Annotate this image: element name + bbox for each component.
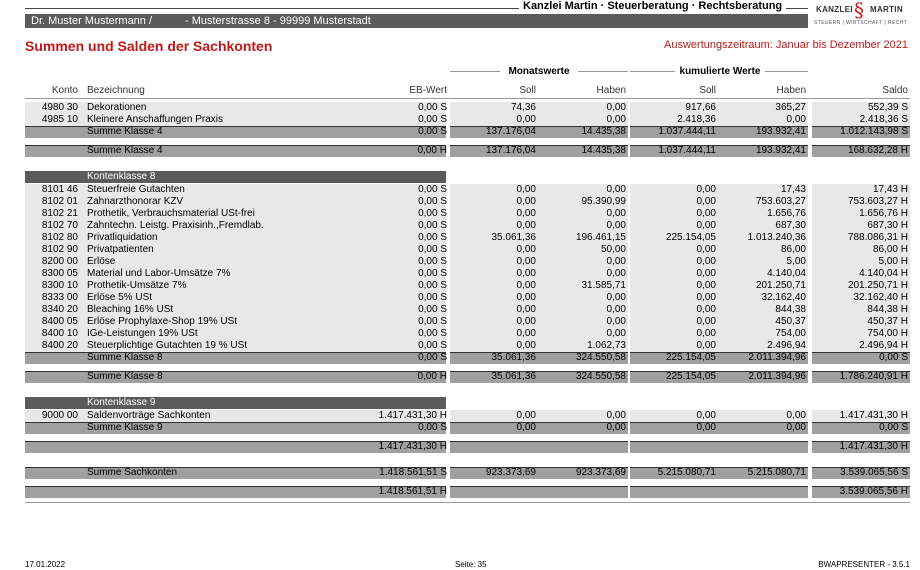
page-title: Summen und Salden der Sachkonten <box>25 38 273 54</box>
cell-soll-cumulative: 0,00 <box>696 340 716 351</box>
cell-haben-cumulative: 0,00 <box>786 422 806 433</box>
cell-soll-monthly: 0,00 <box>516 184 536 195</box>
cell-haben-monthly: 0,00 <box>606 114 626 125</box>
cell-eb-wert: 1.417.431,30 H <box>378 441 447 452</box>
group-cumulative: kumulierte Werte <box>675 66 765 77</box>
row-background <box>450 486 628 498</box>
cell-saldo: 1.656,76 H <box>859 208 908 219</box>
cell-bezeichnung: Saldenvorträge Sachkonten <box>87 410 211 421</box>
cell-bezeichnung: Steuerplichtige Gutachten 19 % USt <box>87 340 248 351</box>
cell-saldo: 1.417.431,30 H <box>839 410 908 421</box>
cell-haben-monthly: 0,00 <box>606 184 626 195</box>
col-eb-wert: EB-Wert <box>409 85 447 96</box>
cell-soll-monthly: 0,00 <box>516 422 536 433</box>
cell-haben-cumulative: 1.013.240,36 <box>747 232 806 243</box>
cell-soll-monthly: 74,36 <box>510 102 536 113</box>
cell-saldo: 788.086,31 H <box>847 232 908 243</box>
cell-soll-monthly: 0,00 <box>516 304 536 315</box>
cell-soll-monthly: 0,00 <box>516 280 536 291</box>
cell-saldo: 86,00 H <box>872 244 908 255</box>
cell-bezeichnung: Summe Sachkonten <box>87 467 178 478</box>
cell-konto: 8300 10 <box>41 280 78 291</box>
cell-bezeichnung: Summe Klasse 4 <box>87 126 163 137</box>
cell-soll-cumulative: 5.215.080,71 <box>657 467 716 478</box>
class-header-label: Kontenklasse 8 <box>25 171 446 183</box>
cell-soll-monthly: 0,00 <box>516 316 536 327</box>
cell-soll-monthly: 0,00 <box>516 256 536 267</box>
client-name: Dr. Muster Mustermann / <box>31 15 153 27</box>
cell-soll-cumulative: 0,00 <box>696 208 716 219</box>
cell-eb-wert: 0,00 S <box>418 184 447 195</box>
cell-saldo: 552,39 S <box>867 102 908 113</box>
cell-saldo: 17,43 H <box>872 184 908 195</box>
client-address: - Musterstrasse 8 - 99999 Musterstadt <box>185 15 371 27</box>
cell-soll-cumulative: 225.154,05 <box>665 232 716 243</box>
header-divider <box>25 98 910 99</box>
cell-haben-cumulative: 365,27 <box>775 102 806 113</box>
cell-saldo: 2.418,36 S <box>859 114 908 125</box>
cell-haben-cumulative: 193.932,41 <box>755 126 806 137</box>
col-bezeichnung: Bezeichnung <box>87 85 145 96</box>
cell-eb-wert: 1.418.561,51 H <box>378 486 447 497</box>
cell-eb-wert: 1.418.561,51 S <box>379 467 447 478</box>
cell-soll-cumulative: 0,00 <box>696 410 716 421</box>
footer-date: 17.01.2022 <box>25 560 66 569</box>
cell-haben-cumulative: 753.603,27 <box>755 196 806 207</box>
cell-haben-monthly: 14.435,38 <box>581 126 626 137</box>
cell-saldo: 5,00 H <box>878 256 908 267</box>
cell-bezeichnung: Summe Klasse 4 <box>87 145 163 156</box>
cell-haben-cumulative: 754,00 <box>775 328 806 339</box>
cell-saldo: 844,38 H <box>867 304 908 315</box>
period-label: Auswertungszeitraum: Januar bis Dezember 2021 <box>664 39 908 51</box>
cell-haben-monthly: 0,00 <box>606 422 626 433</box>
col-haben-monthly: Haben <box>596 85 626 96</box>
cell-bezeichnung: Erlöse 5% USt <box>87 292 153 303</box>
cell-soll-cumulative: 225.154,05 <box>665 352 716 363</box>
col-haben-cumulative: Haben <box>776 85 806 96</box>
cell-konto: 8400 10 <box>41 328 78 339</box>
cell-bezeichnung: Privatliquidation <box>87 232 158 243</box>
cell-saldo: 687,30 H <box>867 220 908 231</box>
cell-saldo: 4.140,04 H <box>859 268 908 279</box>
cell-saldo: 1.786.240,91 H <box>839 371 908 382</box>
cell-soll-monthly: 0,00 <box>516 268 536 279</box>
cell-soll-monthly: 35.061,36 <box>491 352 536 363</box>
cell-saldo: 201.250,71 H <box>847 280 908 291</box>
cell-eb-wert: 0,00 H <box>417 145 447 156</box>
logo-word-right: MARTIN <box>870 5 903 14</box>
cell-konto: 4980 30 <box>41 102 78 113</box>
cell-haben-cumulative: 5,00 <box>786 256 806 267</box>
cell-eb-wert: 0,00 S <box>418 328 447 339</box>
cell-eb-wert: 0,00 S <box>418 422 447 433</box>
cell-soll-monthly: 35.061,36 <box>491 371 536 382</box>
cell-soll-cumulative: 0,00 <box>696 422 716 433</box>
row-background <box>450 441 628 453</box>
cell-soll-cumulative: 917,66 <box>685 102 716 113</box>
cell-soll-cumulative: 0,00 <box>696 328 716 339</box>
cell-bezeichnung: Summe Klasse 8 <box>87 371 163 382</box>
cell-haben-cumulative: 844,38 <box>775 304 806 315</box>
cell-haben-monthly: 95.390,99 <box>581 196 626 207</box>
cell-soll-cumulative: 0,00 <box>696 316 716 327</box>
cell-soll-monthly: 0,00 <box>516 196 536 207</box>
cell-saldo: 1.012.143,98 S <box>840 126 908 137</box>
col-soll-monthly: Soll <box>519 85 536 96</box>
cell-saldo: 450,37 H <box>867 316 908 327</box>
cell-eb-wert: 0,00 S <box>418 196 447 207</box>
cell-haben-cumulative: 4.140,04 <box>767 268 806 279</box>
cell-haben-monthly: 0,00 <box>606 328 626 339</box>
cell-eb-wert: 0,00 S <box>418 292 447 303</box>
cell-saldo: 0,00 S <box>879 422 908 433</box>
cell-haben-cumulative: 2.011.394,96 <box>748 352 806 363</box>
cell-eb-wert: 0,00 S <box>418 268 447 279</box>
firm-logo <box>812 2 912 30</box>
cell-haben-monthly: 324.550,58 <box>575 352 626 363</box>
table-bottom-rule <box>25 502 910 503</box>
row-background <box>630 441 808 453</box>
cell-eb-wert: 0,00 H <box>417 371 447 382</box>
class-header-label: Kontenklasse 9 <box>25 397 446 409</box>
cell-konto: 8300 05 <box>41 268 78 279</box>
cell-eb-wert: 0,00 S <box>418 126 447 137</box>
cell-eb-wert: 0,00 S <box>418 220 447 231</box>
cell-soll-monthly: 137.176,04 <box>485 126 536 137</box>
cell-konto: 8102 70 <box>41 220 78 231</box>
cell-haben-cumulative: 5.215.080,71 <box>747 467 806 478</box>
cell-soll-monthly: 0,00 <box>516 220 536 231</box>
cell-bezeichnung: Kleinere Anschaffungen Praxis <box>87 114 224 125</box>
cell-saldo: 32.162,40 H <box>853 292 908 303</box>
cell-bezeichnung: Prothetik-Umsätze 7% <box>87 280 187 291</box>
cell-saldo: 2.496,94 H <box>859 340 908 351</box>
cell-haben-cumulative: 1.656,76 <box>767 208 806 219</box>
cell-konto: 8102 01 <box>41 196 78 207</box>
cell-haben-cumulative: 193.932,41 <box>755 145 806 156</box>
logo-subtitle: STEUERN | WIRTSCHAFT | RECHT <box>814 20 908 26</box>
cell-eb-wert: 0,00 S <box>418 352 447 363</box>
cell-eb-wert: 0,00 S <box>418 208 447 219</box>
cell-haben-cumulative: 17,43 <box>780 184 806 195</box>
cell-bezeichnung: Privatpatienten <box>87 244 154 255</box>
cell-eb-wert: 0,00 S <box>418 304 447 315</box>
client-bar <box>25 14 808 28</box>
cell-haben-monthly: 0,00 <box>606 220 626 231</box>
cell-soll-cumulative: 0,00 <box>696 268 716 279</box>
logo-mark-icon: § <box>854 0 864 22</box>
cell-soll-cumulative: 0,00 <box>696 280 716 291</box>
firm-title: Kanzlei Martin · Steuerberatung · Rechtsberatung <box>519 0 786 13</box>
cell-soll-monthly: 923.373,69 <box>485 467 536 478</box>
cell-saldo: 1.417.431,30 H <box>839 441 908 452</box>
cell-haben-monthly: 50,00 <box>600 244 626 255</box>
cell-eb-wert: 0,00 S <box>418 102 447 113</box>
col-soll-cumulative: Soll <box>699 85 716 96</box>
cell-soll-cumulative: 0,00 <box>696 256 716 267</box>
cell-konto: 4985 10 <box>41 114 78 125</box>
cell-soll-monthly: 0,00 <box>516 410 536 421</box>
cell-haben-monthly: 14.435,38 <box>581 145 626 156</box>
cell-bezeichnung: Zahntechn. Leistg. Praxisinh.,Fremdlab. <box>87 220 264 231</box>
cell-bezeichnung: Bleaching 16% USt <box>87 304 174 315</box>
cell-haben-cumulative: 0,00 <box>786 114 806 125</box>
cell-saldo: 3.539.065,56 H <box>839 486 908 497</box>
cell-haben-cumulative: 687,30 <box>775 220 806 231</box>
cell-konto: 8101 46 <box>41 184 78 195</box>
cell-eb-wert: 0,00 S <box>418 244 447 255</box>
cell-soll-cumulative: 2.418,36 <box>677 114 716 125</box>
cell-soll-cumulative: 0,00 <box>696 196 716 207</box>
cell-konto: 8400 20 <box>41 340 78 351</box>
cell-haben-cumulative: 86,00 <box>780 244 806 255</box>
cell-haben-cumulative: 2.496,94 <box>767 340 806 351</box>
cell-haben-cumulative: 2.011.394,96 <box>748 371 806 382</box>
cell-eb-wert: 1.417.431,30 H <box>378 410 447 421</box>
cell-soll-cumulative: 0,00 <box>696 244 716 255</box>
cell-haben-monthly: 31.585,71 <box>581 280 626 291</box>
cell-bezeichnung: Dekorationen <box>87 102 147 113</box>
cell-soll-cumulative: 0,00 <box>696 304 716 315</box>
cell-haben-monthly: 0,00 <box>606 316 626 327</box>
cell-soll-cumulative: 1.037.444,11 <box>658 126 716 137</box>
cell-haben-cumulative: 0,00 <box>786 410 806 421</box>
col-saldo: Saldo <box>882 85 908 96</box>
cell-haben-monthly: 324.550,58 <box>575 371 626 382</box>
cell-eb-wert: 0,00 S <box>418 114 447 125</box>
cell-bezeichnung: Material und Labor-Umsätze 7% <box>87 268 231 279</box>
cell-konto: 8340 20 <box>41 304 78 315</box>
cell-soll-cumulative: 0,00 <box>696 184 716 195</box>
cell-haben-cumulative: 32.162,40 <box>761 292 806 303</box>
cell-eb-wert: 0,00 S <box>418 232 447 243</box>
cell-haben-monthly: 0,00 <box>606 410 626 421</box>
cell-haben-monthly: 0,00 <box>606 208 626 219</box>
cell-haben-cumulative: 450,37 <box>775 316 806 327</box>
cell-haben-monthly: 0,00 <box>606 292 626 303</box>
cell-haben-monthly: 0,00 <box>606 256 626 267</box>
cell-soll-cumulative: 0,00 <box>696 292 716 303</box>
cell-haben-monthly: 1.062,73 <box>587 340 626 351</box>
cell-soll-monthly: 0,00 <box>516 328 536 339</box>
cell-haben-cumulative: 201.250,71 <box>755 280 806 291</box>
footer-page: Seite: 35 <box>455 560 487 569</box>
cell-bezeichnung: Summe Klasse 8 <box>87 352 163 363</box>
cell-konto: 8333 00 <box>41 292 78 303</box>
cell-bezeichnung: Erlöse <box>87 256 116 267</box>
cell-saldo: 0,00 S <box>879 352 908 363</box>
cell-soll-monthly: 0,00 <box>516 340 536 351</box>
cell-eb-wert: 0,00 S <box>418 280 447 291</box>
cell-soll-cumulative: 1.037.444,11 <box>658 145 716 156</box>
cell-konto: 8102 90 <box>41 244 78 255</box>
group-monthly: Monatswerte <box>500 66 578 77</box>
cell-soll-cumulative: 225.154,05 <box>665 371 716 382</box>
cell-konto: 8200 00 <box>41 256 78 267</box>
cell-soll-monthly: 0,00 <box>516 208 536 219</box>
cell-bezeichnung: Prothetik, Verbrauchsmaterial USt-frei <box>87 208 255 219</box>
cell-soll-monthly: 0,00 <box>516 114 536 125</box>
col-konto: Konto <box>51 85 78 96</box>
cell-bezeichnung: IGe-Leistungen 19% USt <box>87 328 198 339</box>
cell-eb-wert: 0,00 S <box>418 316 447 327</box>
cell-saldo: 754,00 H <box>867 328 908 339</box>
cell-soll-monthly: 35.061,36 <box>491 232 536 243</box>
cell-bezeichnung: Steuerfreie Gutachten <box>87 184 185 195</box>
cell-soll-monthly: 137.176,04 <box>485 145 536 156</box>
cell-haben-monthly: 196.461,15 <box>575 232 626 243</box>
cell-haben-monthly: 0,00 <box>606 304 626 315</box>
cell-eb-wert: 0,00 S <box>418 256 447 267</box>
cell-haben-monthly: 0,00 <box>606 102 626 113</box>
cell-bezeichnung: Summe Klasse 9 <box>87 422 163 433</box>
cell-haben-monthly: 923.373,69 <box>575 467 626 478</box>
cell-haben-monthly: 0,00 <box>606 268 626 279</box>
logo-word-left: KANZLEI <box>816 5 853 14</box>
cell-soll-cumulative: 0,00 <box>696 220 716 231</box>
cell-saldo: 753.603,27 H <box>847 196 908 207</box>
cell-konto: 9000 00 <box>41 410 78 421</box>
footer-app: BWAPRESENTER - 3.5.1 <box>818 560 910 569</box>
cell-soll-monthly: 0,00 <box>516 244 536 255</box>
row-background <box>630 486 808 498</box>
cell-soll-monthly: 0,00 <box>516 292 536 303</box>
cell-saldo: 3.539.065,56 S <box>840 467 908 478</box>
cell-bezeichnung: Zahnarzthonorar KZV <box>87 196 184 207</box>
cell-bezeichnung: Erlöse Prophylaxe-Shop 19% USt <box>87 316 238 327</box>
cell-konto: 8102 21 <box>41 208 78 219</box>
cell-konto: 8400 05 <box>41 316 78 327</box>
cell-saldo: 168.632,28 H <box>847 145 908 156</box>
cell-konto: 8102 80 <box>41 232 78 243</box>
cell-eb-wert: 0,00 S <box>418 340 447 351</box>
